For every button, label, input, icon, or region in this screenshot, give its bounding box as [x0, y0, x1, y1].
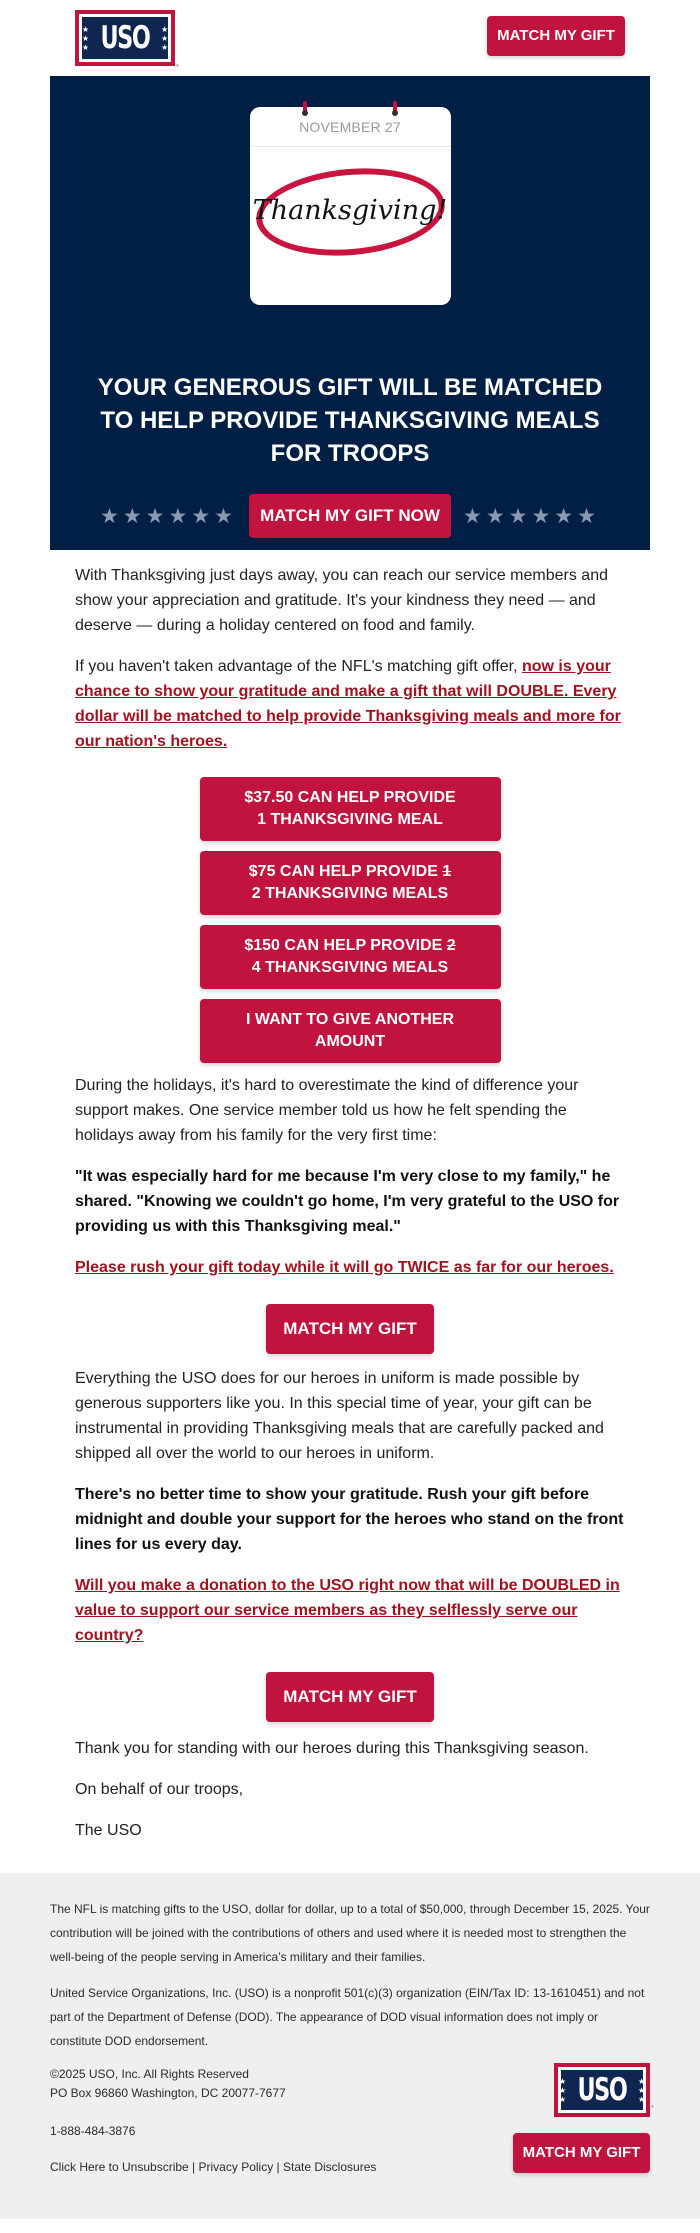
hero-banner — [50, 76, 650, 550]
ask-amount-list — [200, 777, 501, 1063]
link-separator: | — [188, 2160, 199, 2174]
closing-text: On behalf of our troops, — [75, 1781, 244, 1798]
logo-stars-icon: ★ ★ ★ — [637, 2076, 646, 2104]
copyright: ©2025 USO, Inc. All Rights Reserved — [50, 2067, 249, 2081]
nfl-match-text: If you haven't taken advantage of the NFL's matching gift offer, — [75, 658, 522, 675]
unsubscribe-link[interactable]: Click Here to Unsubscribe — [50, 2160, 189, 2174]
nfl-match-paragraph — [75, 654, 625, 754]
nfl-disclaimer: The NFL is matching gifts to the USO, dollar for dollar, up to a total of $50,000, through December 15, 2025. Your contribution will be joined with the contributions of others and used where it is needed most to strengthen the well-being of the people serving in America’s military and their families. — [50, 1902, 650, 1964]
registered-mark: ® — [176, 63, 179, 68]
header-match-gift-button[interactable]: MATCH MY GIFT — [487, 16, 625, 56]
footer-links — [50, 2155, 376, 2179]
link-separator: | — [273, 2160, 283, 2174]
privacy-policy-link[interactable]: Privacy Policy — [198, 2160, 274, 2174]
donation-paragraph — [75, 1573, 625, 1648]
match-gift-button-1[interactable]: MATCH MY GIFT — [266, 1304, 434, 1354]
match-gift-button-2[interactable]: MATCH MY GIFT — [266, 1672, 434, 1722]
footer-brand — [513, 2063, 654, 2173]
calendar-word: Thanksgiving! — [252, 195, 448, 226]
donation-doubled-link[interactable]: Will you make a donation to the USO right now that will be DOUBLED in value to support our service members as they selflessly serve our country? — [75, 1577, 620, 1644]
registered-mark: ® — [651, 2104, 654, 2109]
cta-container-2 — [75, 1672, 625, 1722]
uso-logo[interactable] — [75, 10, 179, 68]
calendar-ring-icon — [393, 101, 397, 114]
email-body — [0, 563, 700, 1843]
state-disclosures-link[interactable]: State Disclosures — [283, 2160, 377, 2174]
calendar-date: NOVEMBER 27 — [250, 107, 451, 147]
hero-title: YOUR GENEROUS GIFT WILL BE MATCHED TO HELP PROVIDE THANKSGIVING MEALS FOR TROOPS — [97, 374, 603, 467]
footer-match-gift-button[interactable]: MATCH MY GIFT — [513, 2133, 650, 2173]
intro-paragraph: With Thanksgiving just days away, you can reach our service members and show your appreciation and gratitude. It's your kindness they need — and deserve — during a holiday centered on food and family. — [75, 567, 608, 634]
footer-uso-logo[interactable] — [554, 2063, 654, 2117]
everything-paragraph: Everything the USO does for our heroes in uniform is made possible by generous supporters like you. In this special time of year, your gift can be instrumental in providing Thanksgiving meals that are carefully packed and shipped all over the world to our heroes in uniform. — [75, 1370, 604, 1462]
struck-number: 1 — [442, 863, 452, 880]
ask-button-150[interactable]: $150 CAN HELP PROVIDE 2 4 THANKSGIVING MEALS — [200, 925, 501, 989]
logo-stars-icon: ★ ★ ★ — [81, 24, 90, 52]
uso-disclaimer: United Service Organizations, Inc. (USO) is a nonprofit 501(c)(3) organization (EIN/Tax ID: 13-1610451) and not part of the Department of Defense (DOD). The appearance of DOD visual information does not imply or constitute DOD endorsement. — [50, 1986, 645, 2048]
double-gift-link[interactable]: now is your chance to show your gratitude and make a gift that will DOUBLE. Every dollar will be matched to help provide Thanksgiving meals and more for our nation's heroes. — [75, 658, 621, 750]
holidays-paragraph: During the holidays, it's hard to overestimate the kind of difference your support makes. One service member told us how he felt spending the holidays away from his family for the very first time: — [75, 1077, 579, 1144]
rush-gift-link[interactable]: Please rush your gift today while it will go TWICE as far for our heroes. — [75, 1259, 614, 1276]
ask-button-37-50[interactable]: $37.50 CAN HELP PROVIDE 1 THANKSGIVING MEAL — [200, 777, 501, 841]
calendar-ring-icon — [303, 101, 307, 114]
calendar-image[interactable] — [250, 107, 451, 305]
phone-number: 1-888-484-3876 — [50, 2124, 136, 2138]
logo-text: USO — [577, 2071, 627, 2108]
logo-stars-icon: ★ ★ ★ — [558, 2076, 567, 2104]
hero-match-gift-now-button[interactable]: MATCH MY GIFT NOW — [249, 494, 451, 538]
no-better-time-paragraph: There's no better time to show your gratitude. Rush your gift before midnight and double your support for the heroes who stand on the front lines for us every day. — [75, 1486, 624, 1553]
service-member-quote: "It was especially hard for me because I'm very close to my family," he shared. "Knowing we couldn't go home, I'm very grateful to the USO for providing us with this Thanksgiving meal." — [75, 1168, 620, 1235]
cta-container-1 — [75, 1304, 625, 1354]
ask-button-other-amount[interactable]: I WANT TO GIVE ANOTHER AMOUNT — [200, 999, 501, 1063]
footer-contact — [50, 2065, 376, 2179]
footer-bottom — [50, 2065, 654, 2179]
ask-button-75[interactable]: $75 CAN HELP PROVIDE 1 2 THANKSGIVING MEALS — [200, 851, 501, 915]
postal-address: PO Box 96860 Washington, DC 20077-7677 — [50, 2086, 286, 2100]
thank-you-text: Thank you for standing with our heroes during this Thanksgiving season. — [75, 1740, 589, 1757]
email-footer — [0, 1873, 700, 2219]
signature-text: The USO — [75, 1822, 142, 1839]
hero-cta-row — [50, 494, 650, 538]
struck-number: 2 — [446, 937, 456, 954]
logo-text: USO — [100, 19, 150, 56]
stars-left-icon: ★★★★★★ — [100, 504, 237, 528]
stars-right-icon: ★★★★★★ — [463, 504, 600, 528]
rush-paragraph — [75, 1255, 625, 1280]
email-header — [0, 0, 700, 76]
logo-stars-icon: ★ ★ ★ — [160, 24, 169, 52]
